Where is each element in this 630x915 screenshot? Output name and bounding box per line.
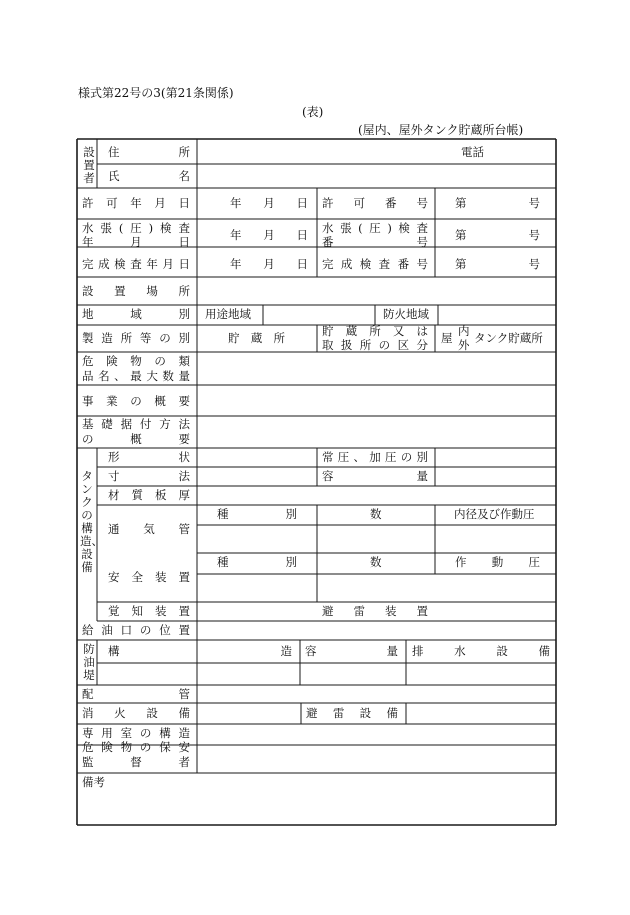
label-vent-pipe: 通 気 管 bbox=[108, 522, 190, 536]
dike-capacity-header: 容 量 bbox=[305, 644, 398, 658]
dike-drainage-header: 排 水 設 備 bbox=[412, 644, 550, 658]
label-water-test-number-1: 水 張 ( 圧 ) 検 査 bbox=[322, 221, 428, 235]
label-lightning-device: 避 雷 装 置 bbox=[322, 604, 428, 618]
label-installer: 設置者 bbox=[83, 145, 95, 185]
label-safety-device: 安 全 装 置 bbox=[108, 570, 190, 584]
label-supervisor-1: 危 険 物 の 保 安 bbox=[82, 740, 190, 754]
form-number: 様式第22号の3(第21条関係) bbox=[78, 86, 234, 100]
form-side: (表) bbox=[302, 105, 324, 119]
label-permit-number: 許 可 番 号 bbox=[322, 196, 428, 210]
label-water-test-date-1: 水 張 ( 圧 ) 検 査 bbox=[82, 221, 190, 235]
water-test-number-value: 第 号 bbox=[455, 228, 540, 242]
label-location: 設 置 場 所 bbox=[82, 284, 190, 298]
label-material: 材 質 板 厚 bbox=[108, 488, 190, 502]
label-water-test-date-2: 年 月 日 bbox=[82, 235, 190, 249]
facility-storage: 貯 蔵 所 bbox=[228, 331, 285, 345]
indoor-outdoor-gai: 外 bbox=[458, 338, 470, 352]
label-use-district: 用途地域 bbox=[205, 307, 251, 321]
label-pressure-type: 常 圧 、 加 圧 の 別 bbox=[322, 450, 428, 464]
label-fire-equipment: 消 火 設 備 bbox=[82, 706, 190, 720]
label-name: 氏 名 bbox=[108, 169, 190, 183]
dike-structure-header: 構 造 bbox=[108, 644, 292, 658]
label-dike: 防油堤 bbox=[83, 642, 95, 682]
vent-diameter-header: 内径及び作動圧 bbox=[454, 507, 535, 521]
label-fill-port: 給 油 口 の 位 置 bbox=[82, 623, 190, 637]
label-facility-type: 製 造 所 等 の 別 bbox=[82, 331, 190, 345]
form-subtitle: (屋内、屋外タンク貯蔵所台帳) bbox=[358, 123, 524, 137]
label-storage-handling-2: 取 扱 所 の 区 分 bbox=[322, 338, 428, 352]
label-area-type: 地 域 別 bbox=[82, 307, 190, 321]
label-fire-district: 防火地域 bbox=[383, 307, 429, 321]
label-water-test-number-2: 番 号 bbox=[322, 235, 428, 249]
label-completion-number: 完 成 検 査 番 号 bbox=[322, 257, 428, 271]
label-dimension: 寸 法 bbox=[108, 469, 190, 483]
safety-kind-header: 種 別 bbox=[217, 555, 297, 569]
safety-pressure-header: 作 動 圧 bbox=[455, 555, 540, 569]
label-remarks: 備考 bbox=[82, 775, 105, 789]
label-hazmat-2: 品 名 、 最 大 数 量 bbox=[82, 369, 190, 383]
label-foundation-2: の 概 要 bbox=[82, 432, 190, 446]
label-dedicated-room: 専 用 室 の 構 造 bbox=[82, 726, 190, 740]
indoor-outdoor-ya: 屋 bbox=[441, 331, 453, 345]
safety-count-header: 数 bbox=[370, 555, 382, 569]
label-hazmat-1: 危 険 物 の 類 bbox=[82, 354, 190, 368]
label-completion-date: 完 成 検 査 年 月 日 bbox=[82, 257, 190, 271]
vent-kind-header: 種 別 bbox=[217, 507, 297, 521]
tank-storage-label: タンク貯蔵所 bbox=[474, 331, 543, 345]
label-business: 事 業 の 概 要 bbox=[82, 394, 190, 408]
permit-date-value: 年 月 日 bbox=[230, 196, 308, 210]
label-detection-device: 覚 知 装 置 bbox=[108, 604, 190, 618]
label-capacity: 容 量 bbox=[322, 469, 428, 483]
label-address: 住 所 bbox=[108, 145, 190, 159]
label-foundation-1: 基 礎 据 付 方 法 bbox=[82, 417, 190, 431]
label-phone: 電話 bbox=[461, 145, 484, 159]
vent-count-header: 数 bbox=[370, 507, 382, 521]
label-shape: 形 状 bbox=[108, 450, 190, 464]
label-tank-structure: タンクの構造、設備 bbox=[80, 469, 103, 574]
completion-number-value: 第 号 bbox=[455, 257, 540, 271]
label-lightning-equipment: 避 雷 設 備 bbox=[306, 706, 398, 720]
label-storage-handling-1: 貯 蔵 所 又 は bbox=[322, 324, 428, 338]
label-permit-date: 許 可 年 月 日 bbox=[82, 196, 190, 210]
water-test-date-value: 年 月 日 bbox=[230, 228, 308, 242]
permit-number-value: 第 号 bbox=[455, 196, 540, 210]
label-supervisor-2: 監 督 者 bbox=[82, 755, 190, 769]
completion-date-value: 年 月 日 bbox=[230, 257, 308, 271]
label-piping: 配 管 bbox=[82, 687, 190, 701]
indoor-outdoor-nai: 内 bbox=[458, 324, 470, 338]
